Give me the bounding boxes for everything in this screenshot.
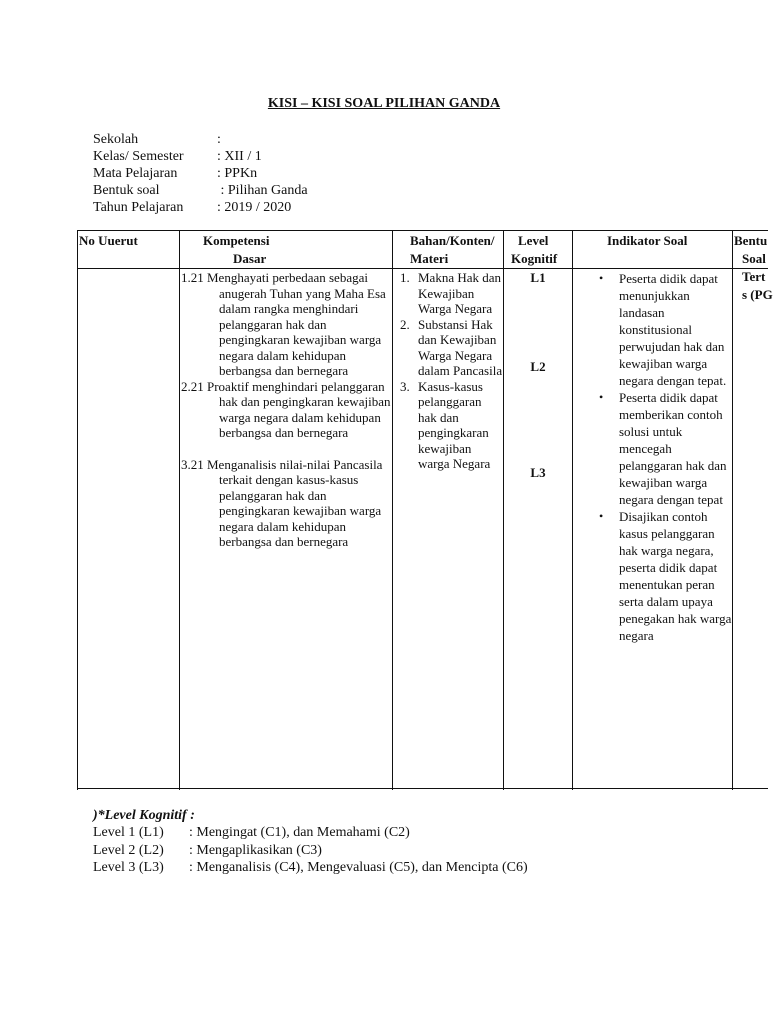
indikator-item bbox=[594, 389, 732, 508]
meta-row-sekolah bbox=[93, 131, 308, 148]
document-meta bbox=[93, 131, 308, 216]
header-bentuk-line1: Bentu bbox=[734, 233, 768, 248]
level-l3: L3 bbox=[530, 465, 546, 480]
note-label: Level 1 (L1) bbox=[93, 825, 164, 840]
header-kd-line1: Kompetensi bbox=[203, 233, 270, 248]
materi-text: Kasus-kasus pelanggaran hak dan pengingkaran kewajiban warga Negara bbox=[418, 378, 491, 471]
meta-value: : XII / 1 bbox=[217, 149, 262, 164]
table-col-border bbox=[392, 230, 393, 790]
table-border-top bbox=[77, 230, 768, 231]
table-border-bottom bbox=[77, 788, 768, 789]
header-kd-line2: Dasar bbox=[233, 251, 267, 266]
meta-label: Sekolah bbox=[93, 132, 139, 147]
materi-number: 3. bbox=[400, 378, 410, 394]
table-col-border bbox=[503, 230, 504, 790]
level-l1: L1 bbox=[530, 270, 546, 285]
table-col-border bbox=[732, 230, 733, 790]
bentuk-line: Tert bbox=[742, 269, 766, 284]
bullet-icon: • bbox=[599, 390, 604, 404]
note-label: Level 3 (L3) bbox=[93, 860, 164, 875]
note-value: : Mengaplikasikan (C3) bbox=[189, 842, 322, 858]
materi-number: 2. bbox=[400, 316, 410, 332]
meta-row-kelas bbox=[93, 148, 308, 165]
meta-label: Kelas/ Semester bbox=[93, 149, 184, 164]
meta-value: : bbox=[217, 132, 221, 147]
meta-row-bentuk bbox=[93, 182, 308, 199]
bullet-icon: • bbox=[599, 271, 604, 285]
header-indikator: Indikator Soal bbox=[607, 233, 688, 248]
meta-label: Mata Pelajaran bbox=[93, 166, 178, 181]
meta-label: Tahun Pelajaran bbox=[93, 200, 184, 215]
table-col-border bbox=[572, 230, 573, 790]
header-materi-line2: Materi bbox=[410, 251, 449, 266]
indikator-item bbox=[594, 270, 732, 389]
header-bentuk-line2: Soal bbox=[742, 251, 766, 266]
note-row-l1 bbox=[93, 824, 528, 842]
level-kognitif-notes bbox=[93, 807, 528, 877]
kd-cell bbox=[181, 270, 391, 550]
indikator-cell bbox=[594, 270, 732, 644]
kisi-table bbox=[0, 230, 773, 790]
materi-cell bbox=[400, 270, 503, 472]
indikator-text: Disajikan contoh kasus pelanggaran hak warga negara, peserta didik dapat menentukan peran serta dalam upaya penegakan hak warga negara bbox=[619, 509, 732, 643]
indikator-item bbox=[594, 508, 732, 644]
table-col-border bbox=[77, 230, 78, 790]
materi-number: 1. bbox=[400, 270, 410, 285]
materi-item bbox=[400, 270, 503, 317]
materi-text: Substansi Hak dan Kewajiban Warga Negara dalam Pancasila bbox=[418, 316, 503, 378]
kd-item: 1.21 Menghayati perbedaan sebagai anugerah Tuhan yang Maha Esa dalam rangka menghindari pelanggaran hak dan pengingkaran kewajiban warga negara dalam kehidupan berbangsa dan bernegara bbox=[181, 270, 386, 378]
document-title: KISI – KISI SOAL PILIHAN GANDA bbox=[267, 96, 501, 111]
note-row-l2 bbox=[93, 842, 528, 860]
meta-value: : PPKn bbox=[217, 166, 258, 181]
header-no: No Uuerut bbox=[79, 233, 138, 248]
materi-item bbox=[400, 379, 503, 472]
kd-item: 2.21 Proaktif menghindari pelanggaran hak dan pengingkaran kewajiban warga negara dalam kehidupan berbangsa dan bernegara bbox=[181, 378, 391, 440]
meta-value: : 2019 / 2020 bbox=[217, 200, 292, 215]
header-level-line1: Level bbox=[518, 233, 549, 248]
note-value: : Menganalisis (C4), Mengevaluasi (C5), dan Mencipta (C6) bbox=[189, 860, 528, 875]
materi-item bbox=[400, 317, 503, 379]
meta-row-mapel bbox=[93, 165, 308, 182]
notes-title: )*Level Kognitif : bbox=[93, 808, 195, 823]
header-level-line2: Kognitif bbox=[511, 251, 558, 266]
bentuk-cell bbox=[742, 268, 773, 304]
kd-item: 3.21 Menganalisis nilai-nilai Pancasila terkait dengan kasus-kasus pelanggaran hak dan pengingkaran kewajiban warga negara dalam kehidupan berbangsa dan bernegara bbox=[181, 456, 383, 549]
note-value: : Mengingat (C1), dan Memahami (C2) bbox=[189, 825, 410, 840]
meta-row-tahun bbox=[93, 199, 308, 216]
table-col-border bbox=[179, 230, 180, 790]
note-label: Level 2 (L2) bbox=[93, 842, 164, 858]
note-row-l3 bbox=[93, 859, 528, 877]
bentuk-line: s (PG bbox=[742, 287, 773, 302]
meta-label: Bentuk soal bbox=[93, 183, 160, 198]
header-materi-line1: Bahan/Konten/ bbox=[410, 233, 495, 248]
table-header-divider bbox=[77, 268, 768, 269]
indikator-text: Peserta didik dapat memberikan contoh solusi untuk mencegah pelanggaran hak dan kewajiban warga negara dengan tepat bbox=[619, 390, 727, 507]
indikator-text: Peserta didik dapat menunjukkan landasan konstitusional perwujudan hak dan kewajiban warga negara dengan tepat. bbox=[619, 271, 727, 388]
meta-value: : Pilihan Ganda bbox=[217, 183, 308, 198]
bullet-icon: • bbox=[599, 509, 604, 523]
level-l2: L2 bbox=[530, 359, 546, 374]
materi-text: Makna Hak dan Kewajiban Warga Negara bbox=[418, 270, 502, 316]
